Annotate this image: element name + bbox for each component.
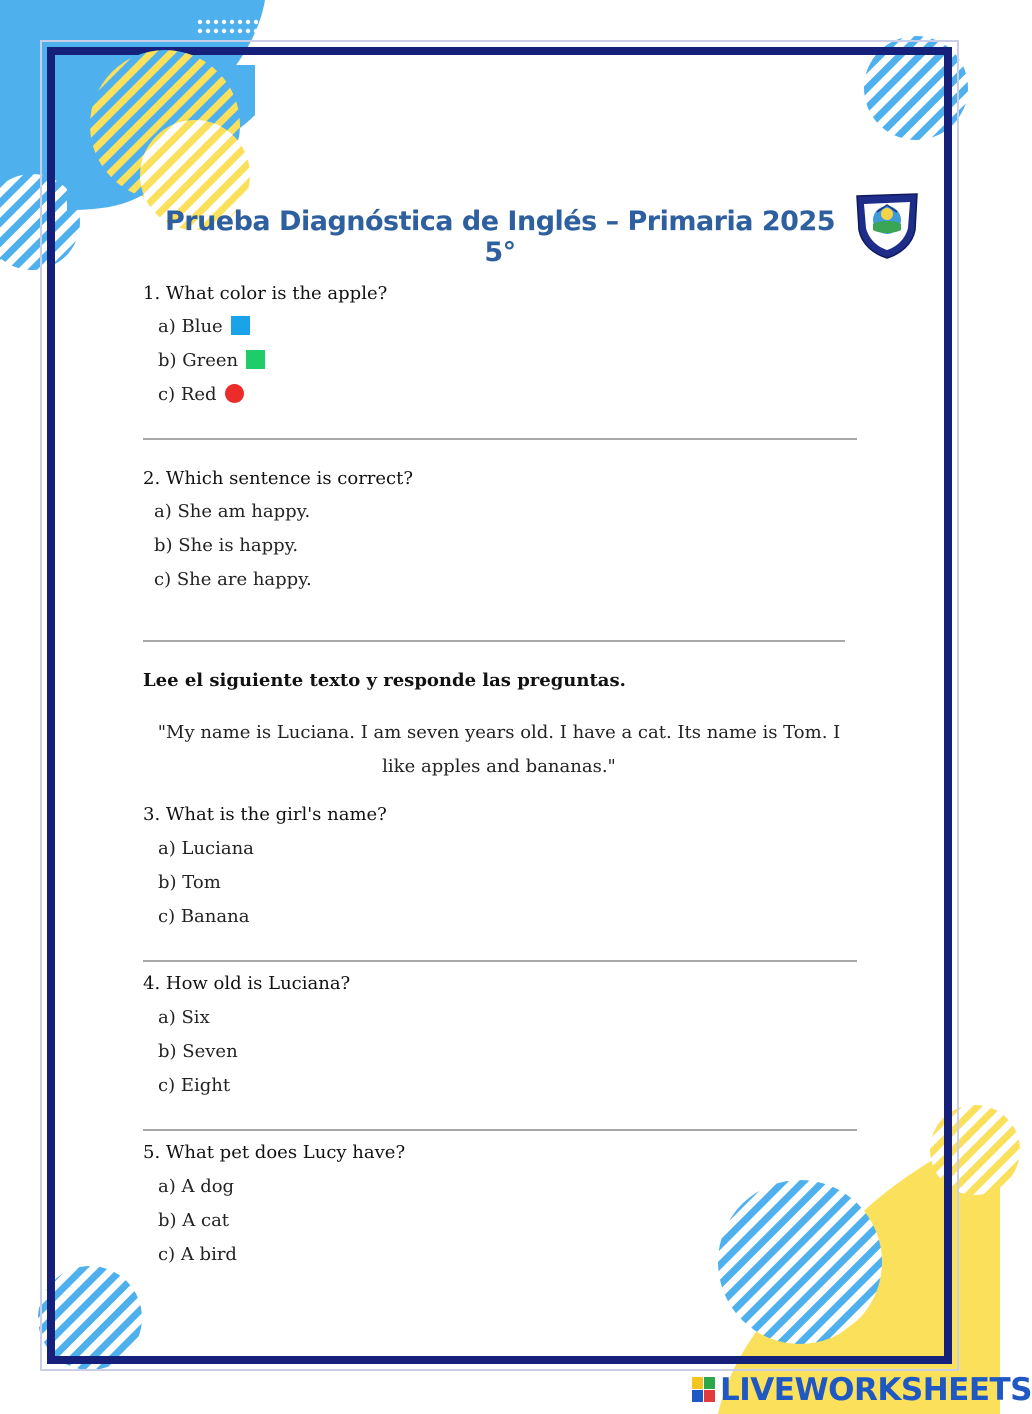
divider — [143, 640, 845, 642]
question-1-option-a[interactable] — [158, 316, 250, 337]
question-2-option-b[interactable]: b) She is happy. — [154, 535, 299, 556]
question-3-prompt: 3. What is the girl's name? — [143, 804, 387, 825]
divider — [143, 960, 857, 962]
liveworksheets-logo-icon — [692, 1377, 716, 1403]
question-5-option-c[interactable]: c) A bird — [158, 1244, 237, 1265]
inner-top-left-decoration — [55, 55, 275, 225]
question-5-prompt: 5. What pet does Lucy have? — [143, 1142, 406, 1163]
question-1-option-b[interactable] — [158, 350, 265, 371]
liveworksheets-brand[interactable]: LIVEWORKSHEETS — [720, 1372, 1032, 1408]
school-crest-icon — [852, 190, 922, 260]
option-label: c) Red — [158, 384, 217, 405]
question-2-option-a[interactable]: a) She am happy. — [154, 501, 311, 522]
question-1-option-c[interactable] — [158, 384, 244, 405]
question-4-prompt: 4. How old is Luciana? — [143, 973, 351, 994]
page-title: Prueba Diagnóstica de Inglés – Primaria 2025 5° — [164, 206, 836, 268]
question-2-prompt: 2. Which sentence is correct? — [143, 468, 414, 489]
question-5-option-a[interactable]: a) A dog — [158, 1176, 235, 1197]
option-label: b) Green — [158, 350, 239, 371]
question-4-option-b[interactable]: b) Seven — [158, 1041, 238, 1062]
divider — [143, 438, 857, 440]
green-square-icon — [246, 350, 265, 369]
question-2-option-c[interactable]: c) She are happy. — [154, 569, 312, 590]
question-4-option-c[interactable]: c) Eight — [158, 1075, 231, 1096]
divider — [143, 1129, 857, 1131]
question-3-option-c[interactable]: c) Banana — [158, 906, 250, 927]
red-circle-icon — [225, 384, 244, 403]
question-1-prompt: 1. What color is the apple? — [143, 283, 388, 304]
question-5-option-b[interactable]: b) A cat — [158, 1210, 230, 1231]
option-label: a) Blue — [158, 316, 223, 337]
blue-square-icon — [231, 316, 250, 335]
question-3-option-b[interactable]: b) Tom — [158, 872, 221, 893]
question-3-option-a[interactable]: a) Luciana — [158, 838, 254, 859]
reading-instruction: Lee el siguiente texto y responde las preguntas. — [143, 670, 626, 691]
reading-passage: "My name is Luciana. I am seven years old. I have a cat. Its name is Tom. I like apples and bananas." — [157, 722, 841, 777]
question-4-option-a[interactable]: a) Six — [158, 1007, 210, 1028]
